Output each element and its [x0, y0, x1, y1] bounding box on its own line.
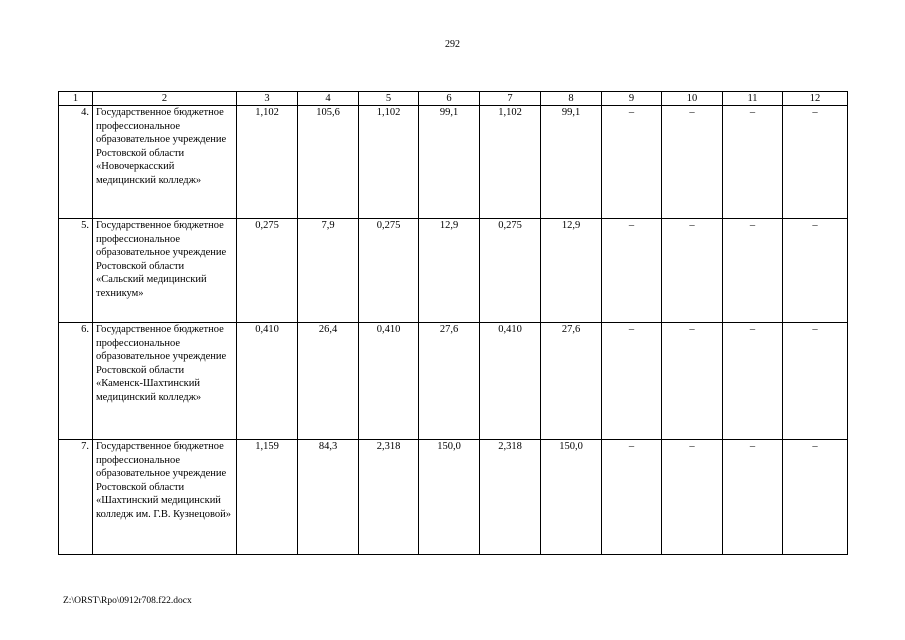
table-cell: 99,1: [541, 106, 602, 219]
table-cell: 0,275: [237, 219, 298, 323]
column-header: 4: [298, 92, 359, 106]
column-header: 2: [93, 92, 237, 106]
table-cell: –: [602, 323, 662, 440]
table-cell: –: [662, 323, 723, 440]
table-cell: –: [783, 106, 848, 219]
table-cell: 150,0: [419, 440, 480, 555]
column-header: 11: [723, 92, 783, 106]
table-cell: –: [783, 323, 848, 440]
table-cell: 1,159: [237, 440, 298, 555]
table-cell: –: [662, 440, 723, 555]
column-header: 6: [419, 92, 480, 106]
document-file-path: Z:\ORST\Rpo\0912r708.f22.docx: [63, 596, 192, 606]
table-cell: 0,275: [359, 219, 419, 323]
institution-name: Государственное бюджетное профессиональное образовательное учреждение Ростовской области «Шахтинский медицинский колледж им. Г.В. Кузнецовой»: [93, 440, 237, 555]
table-cell: 12,9: [541, 219, 602, 323]
row-number: 6.: [59, 323, 93, 440]
institution-name: Государственное бюджетное профессиональное образовательное учреждение Ростовской области «Новочеркасский медицинский колледж»: [93, 106, 237, 219]
row-number: 5.: [59, 219, 93, 323]
row-number: 7.: [59, 440, 93, 555]
table-cell: 7,9: [298, 219, 359, 323]
column-header: 9: [602, 92, 662, 106]
institution-name: Государственное бюджетное профессиональное образовательное учреждение Ростовской области «Сальский медицинский техникум»: [93, 219, 237, 323]
column-header: 12: [783, 92, 848, 106]
table-cell: 150,0: [541, 440, 602, 555]
table-cell: 27,6: [541, 323, 602, 440]
column-header: 7: [480, 92, 541, 106]
table-cell: 2,318: [359, 440, 419, 555]
column-header: 5: [359, 92, 419, 106]
institution-name: Государственное бюджетное профессиональное образовательное учреждение Ростовской области «Каменск-Шахтинский медицинский колледж»: [93, 323, 237, 440]
table-cell: 1,102: [359, 106, 419, 219]
table-row: [59, 106, 848, 219]
table-row: [59, 323, 848, 440]
column-header: 1: [59, 92, 93, 106]
row-number: 4.: [59, 106, 93, 219]
table-cell: 2,318: [480, 440, 541, 555]
table-cell: –: [662, 219, 723, 323]
column-header: 3: [237, 92, 298, 106]
table-cell: 99,1: [419, 106, 480, 219]
table-cell: –: [723, 323, 783, 440]
table-row: [59, 219, 848, 323]
table-cell: 0,410: [359, 323, 419, 440]
table-cell: –: [723, 106, 783, 219]
table-cell: 12,9: [419, 219, 480, 323]
table-cell: –: [602, 440, 662, 555]
table-cell: 84,3: [298, 440, 359, 555]
table-row: [59, 440, 848, 555]
table-cell: –: [783, 440, 848, 555]
table-header-row: [59, 92, 848, 106]
table-cell: 1,102: [237, 106, 298, 219]
table-cell: 27,6: [419, 323, 480, 440]
table-cell: –: [723, 219, 783, 323]
table-cell: 26,4: [298, 323, 359, 440]
data-table: [58, 91, 848, 555]
table-cell: 0,275: [480, 219, 541, 323]
table-cell: 1,102: [480, 106, 541, 219]
table-cell: –: [783, 219, 848, 323]
column-header: 8: [541, 92, 602, 106]
table-cell: 0,410: [237, 323, 298, 440]
table-cell: –: [662, 106, 723, 219]
table-cell: –: [723, 440, 783, 555]
table-cell: 105,6: [298, 106, 359, 219]
table-cell: –: [602, 106, 662, 219]
column-header: 10: [662, 92, 723, 106]
table-cell: –: [602, 219, 662, 323]
table-cell: 0,410: [480, 323, 541, 440]
page-number: 292: [445, 39, 460, 50]
